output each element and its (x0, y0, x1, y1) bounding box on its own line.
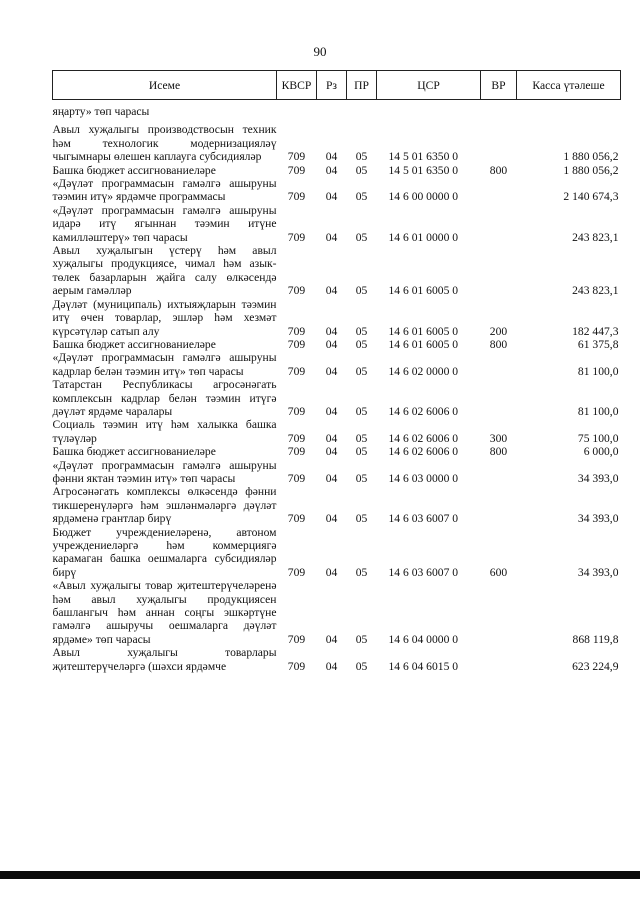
cell-pr: 05 (355, 150, 368, 164)
cell-vr (481, 204, 517, 244)
table-body (53, 100, 621, 674)
table-row (53, 351, 621, 378)
cell-rz: 04 (325, 632, 338, 646)
cell-kvsr: 709 (287, 364, 306, 378)
cell-pr: 05 (355, 431, 368, 445)
table-row (53, 105, 621, 123)
cell-pr: 05 (355, 324, 368, 338)
cell-sum: 81 100,0 (577, 404, 619, 418)
cell-rz: 04 (325, 324, 338, 338)
cell-vr (481, 351, 517, 378)
cell-csr: 14 6 00 0000 0 (388, 190, 459, 204)
cell-kvsr: 709 (287, 512, 306, 526)
cell-name: «Дәүләт программасын гамәлгә ашыруны фәнни яктан тәэмин итү» төп чарасы (52, 458, 277, 485)
scan-edge-bar (0, 871, 640, 879)
table-row (53, 123, 621, 163)
header-csr: ЦСР (377, 71, 481, 100)
cell-sum: 34 393,0 (577, 565, 619, 579)
cell-name: Авыл хуҗалыгы производствосын техник һәм технологик модернизацияләү чыгымнары өлешен каплауга субсидияләр (52, 123, 277, 164)
cell-name: Дәүләт (муниципаль) ихтыяҗларын тәэмин итү өчен товарлар, эшләр һәм хезмәт күрсәтүләр сатып алу (52, 297, 277, 338)
cell-kvsr: 709 (287, 324, 306, 338)
cell-kvsr: 709 (287, 565, 306, 579)
cell-kvsr: 709 (287, 445, 306, 459)
page-number: 90 (313, 44, 327, 59)
table-row (53, 646, 621, 673)
table-row (53, 338, 621, 351)
cell-kvsr: 709 (287, 659, 306, 673)
cell-sum: 81 100,0 (577, 364, 619, 378)
cell-csr: 14 6 01 6005 0 (388, 284, 459, 298)
cell-pr: 05 (355, 230, 368, 244)
cell-pr: 05 (355, 659, 368, 673)
cell-csr: 14 6 01 6005 0 (388, 324, 459, 338)
header-sum: Касса үтәлеше (517, 71, 621, 100)
cell-csr: 14 6 03 0000 0 (388, 471, 459, 485)
cell-rz: 04 (325, 337, 338, 351)
table-row (53, 526, 621, 580)
cell-csr: 14 6 01 6005 0 (388, 337, 459, 351)
cell-rz: 04 (325, 565, 338, 579)
cell-rz (317, 105, 347, 123)
cell-name: «Дәүләт программасын гамәлгә ашыруны тәэмин итү» ярдәмче программасы (52, 177, 277, 204)
cell-pr: 05 (355, 364, 368, 378)
cell-name: Башка бюджет ассигнованиеләре (52, 445, 216, 459)
cell-rz: 04 (325, 163, 338, 177)
cell-csr: 14 5 01 6350 0 (388, 150, 459, 164)
cell-sum: 243 823,1 (572, 230, 619, 244)
cell-rz: 04 (325, 512, 338, 526)
table-row (53, 244, 621, 298)
cell-vr: 800 (489, 163, 508, 177)
cell-pr: 05 (355, 471, 368, 485)
table-row (53, 485, 621, 525)
cell-csr: 14 5 01 6350 0 (388, 163, 459, 177)
cell-vr: 800 (489, 337, 508, 351)
cell-rz: 04 (325, 404, 338, 418)
cell-sum: 61 375,8 (577, 337, 619, 351)
cell-pr: 05 (355, 445, 368, 459)
cell-vr (481, 485, 517, 525)
cell-vr: 800 (489, 445, 508, 459)
cell-name: «Дәүләт программасын гамәлгә ашыруны идарә итү ягыннан тәэмин итүне камилләштерү» төп чарасы (52, 203, 277, 244)
cell-pr: 05 (355, 190, 368, 204)
cell-kvsr: 709 (287, 471, 306, 485)
cell-kvsr: 709 (287, 632, 306, 646)
cell-pr: 05 (355, 404, 368, 418)
cell-rz: 04 (325, 364, 338, 378)
cell-sum: 182 447,3 (572, 324, 619, 338)
table-row (53, 204, 621, 244)
cell-pr: 05 (355, 512, 368, 526)
cell-kvsr: 709 (287, 150, 306, 164)
cell-rz: 04 (325, 230, 338, 244)
cell-csr: 14 6 01 0000 0 (388, 230, 459, 244)
cell-csr: 14 6 04 6015 0 (388, 659, 459, 673)
budget-table-container (52, 70, 620, 673)
cell-name: Социаль тәэмин итү һәм халыкка башка түләүләр (52, 418, 277, 445)
cell-kvsr: 709 (287, 163, 306, 177)
cell-sum: 1 880 056,2 (563, 150, 619, 164)
table-row (53, 298, 621, 338)
cell-sum: 2 140 674,3 (563, 190, 619, 204)
cell-sum: 34 393,0 (577, 471, 619, 485)
cell-pr: 05 (355, 337, 368, 351)
cell-vr: 200 (489, 324, 508, 338)
header-vr: ВР (481, 71, 517, 100)
cell-kvsr: 709 (287, 230, 306, 244)
cell-name: Агросәнәгать комплексы өлкәсендә фәнни тикшеренүләргә һәм эшләнмәләргә дәүләт ярдәменә грантлар бирү (52, 485, 277, 526)
cell-csr: 14 6 03 6007 0 (388, 565, 459, 579)
table-row (53, 177, 621, 204)
cell-name: Татарстан Республикасы агросәнәгать комплексын кадрлар белән тәэмин итүгә дәүләт ярдәме чаралары (52, 378, 277, 418)
cell-rz: 04 (325, 150, 338, 164)
cell-kvsr: 709 (287, 431, 306, 445)
cell-rz: 04 (325, 445, 338, 459)
cell-pr (347, 105, 377, 123)
cell-vr: 600 (489, 565, 508, 579)
cell-sum: 1 880 056,2 (563, 163, 619, 177)
cell-vr (481, 105, 517, 123)
cell-name: Авыл хуҗалыгын үстерү һәм авыл хуҗалыгы продукциясе, чимал һәм азык-төлек базарларын җайга салу өлкәсендә аерым гамәлләр (52, 244, 277, 298)
table-row (53, 418, 621, 445)
cell-vr (481, 244, 517, 298)
table-row (53, 579, 621, 646)
cell-vr (481, 646, 517, 673)
budget-table (52, 70, 621, 673)
cell-csr (377, 105, 481, 123)
table-row (53, 378, 621, 418)
cell-pr: 05 (355, 632, 368, 646)
cell-name: «Дәүләт программасын гамәлгә ашыруны кадрлар белән тәэмин итү» төп чарасы (52, 351, 277, 378)
cell-name: яңарту» төп чарасы (52, 105, 150, 118)
table-header (53, 71, 621, 100)
cell-vr (481, 378, 517, 418)
cell-name: Башка бюджет ассигнованиеләре (52, 163, 216, 177)
cell-csr: 14 6 04 0000 0 (388, 632, 459, 646)
cell-sum: 868 119,8 (572, 632, 619, 646)
cell-sum: 34 393,0 (577, 512, 619, 526)
header-kvsr: КВСР (277, 71, 317, 100)
cell-vr (481, 177, 517, 204)
cell-pr: 05 (355, 163, 368, 177)
cell-pr: 05 (355, 284, 368, 298)
cell-kvsr: 709 (287, 284, 306, 298)
header-rz: Рз (317, 71, 347, 100)
cell-name: Башка бюджет ассигнованиеләре (52, 337, 216, 351)
cell-sum: 243 823,1 (572, 284, 619, 298)
cell-kvsr (277, 105, 317, 123)
cell-name: «Авыл хуҗалыгы товар җитештерүчеләренә һәм авыл хуҗалыгы продукциясен башлангыч һәм аннан соңгы эшкәртүне гамәлгә ашыручы оешмаларга дәүләт ярдәме» төп чарасы (52, 579, 277, 646)
cell-csr: 14 6 02 6006 0 (388, 445, 459, 459)
cell-vr: 300 (489, 431, 508, 445)
cell-rz: 04 (325, 431, 338, 445)
cell-vr (481, 579, 517, 646)
cell-name: Бюджет учреждениеләренә, автоном учреждениеләргә һәм коммерциягә карамаган башка оешмаларга субсидияләр бирү (52, 525, 277, 579)
cell-csr: 14 6 03 6007 0 (388, 512, 459, 526)
cell-sum (517, 105, 621, 123)
cell-vr (481, 123, 517, 163)
cell-rz: 04 (325, 190, 338, 204)
table-row (53, 445, 621, 458)
cell-rz: 04 (325, 471, 338, 485)
cell-name: Авыл хуҗалыгы товарлары җитештерүчеләргә (шәхси ярдәмче (52, 646, 277, 673)
cell-csr: 14 6 02 6006 0 (388, 404, 459, 418)
cell-csr: 14 6 02 6006 0 (388, 431, 459, 445)
cell-sum: 6 000,0 (583, 445, 619, 459)
cell-csr: 14 6 02 0000 0 (388, 364, 459, 378)
cell-sum: 75 100,0 (577, 431, 619, 445)
cell-kvsr: 709 (287, 190, 306, 204)
cell-rz: 04 (325, 284, 338, 298)
table-row (53, 459, 621, 486)
cell-kvsr: 709 (287, 337, 306, 351)
cell-sum: 623 224,9 (572, 659, 619, 673)
header-name: Исеме (53, 71, 277, 100)
cell-vr (481, 459, 517, 486)
cell-kvsr: 709 (287, 404, 306, 418)
table-row (53, 164, 621, 177)
header-pr: ПР (347, 71, 377, 100)
cell-rz: 04 (325, 659, 338, 673)
cell-pr: 05 (355, 565, 368, 579)
